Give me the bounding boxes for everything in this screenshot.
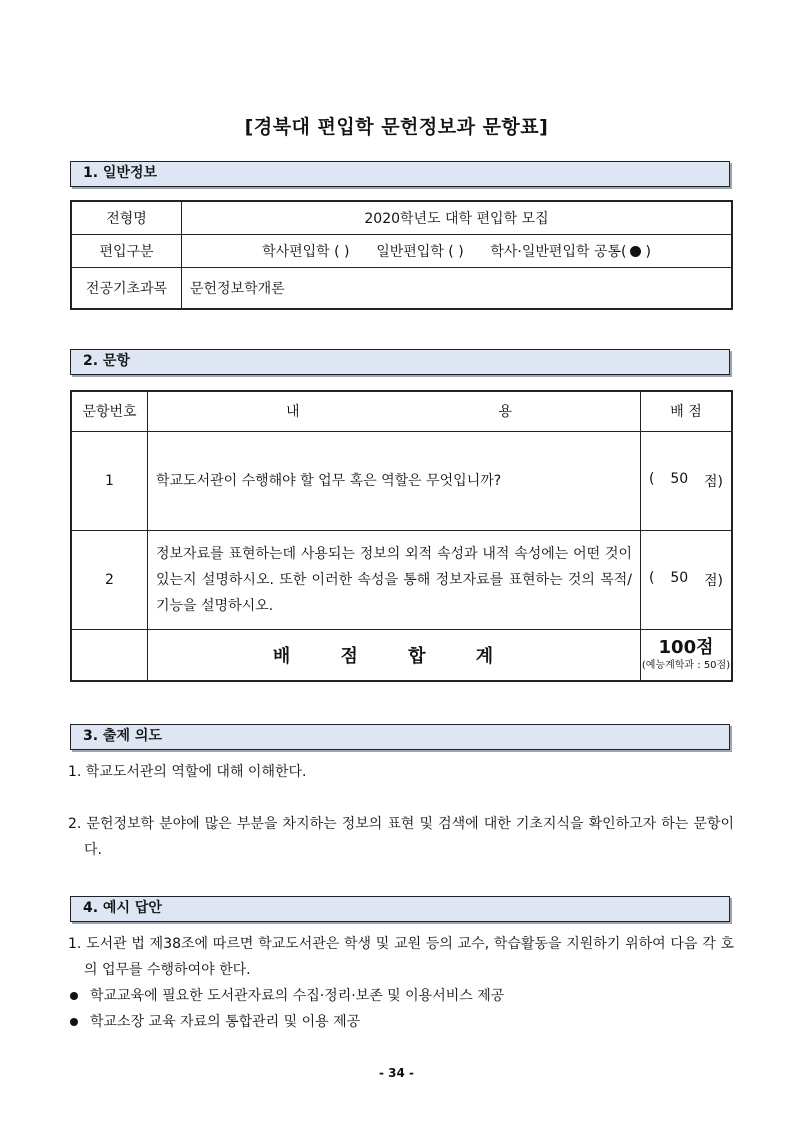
- total-empty-cell: [71, 629, 148, 681]
- table-row: [71, 391, 732, 431]
- intent-item: 1. 학교도서관의 역할에 대해 이해한다.: [68, 764, 307, 780]
- question-no: 2: [71, 530, 148, 629]
- transfer-type-options: [182, 235, 733, 268]
- total-label: 배 점 합 계: [148, 629, 641, 681]
- question-text: 정보자료를 표현하는데 사용되는 정보의 외적 속성과 내적 속성에는 어떤 것이 있는지 설명하시오. 또한 이러한 속성을 통해 정보자료를 표현하는 것의 목적/기능을 설명하시오.: [148, 530, 641, 629]
- total-score-cell: [641, 629, 733, 681]
- section-header-answer: 4. 예시 답안: [70, 896, 730, 922]
- header-content: 내 용: [148, 391, 641, 431]
- filled-circle-icon: [630, 246, 641, 257]
- admission-type-label: 전형명: [71, 201, 182, 235]
- total-note: (예능계학과 : 50점): [641, 659, 731, 671]
- table-row: [71, 235, 732, 268]
- question-no: 1: [71, 431, 148, 530]
- total-score: 100점: [658, 636, 714, 658]
- table-row: [71, 629, 732, 681]
- intent-list: [68, 759, 734, 863]
- table-row: [71, 268, 732, 310]
- header-score: 배 점: [641, 391, 733, 431]
- question-text: 학교도서관이 수행해야 할 업무 혹은 역할은 무엇입니까?: [148, 431, 641, 530]
- page-title: [경북대 편입학 문헌정보과 문항표]: [244, 116, 549, 138]
- section-header-general: 1. 일반정보: [70, 161, 730, 187]
- header-question-no: 문항번호: [71, 391, 148, 431]
- bullet-icon: [70, 1018, 78, 1026]
- table-row: [71, 431, 732, 530]
- answer-block: [68, 931, 734, 1035]
- general-info-table: [70, 200, 733, 310]
- transfer-type-label: 편입구분: [71, 235, 182, 268]
- table-row: [71, 201, 732, 235]
- answer-paragraph: 1. 도서관 법 제38조에 따르면 학교도서관은 학생 및 교원 등의 교수, 학습활동을 지원하기 위하여 다음 각 호의 업무를 수행하여야 한다.: [68, 936, 734, 978]
- option-general: 일반편입학 ( ): [376, 244, 464, 260]
- section-header-intent: 3. 출제 의도: [70, 724, 730, 750]
- admission-type-value: 2020학년도 대학 편입학 모집: [182, 201, 733, 235]
- section-header-questions: 2. 문항: [70, 349, 730, 375]
- major-subject-value: 문헌정보학개론: [182, 268, 733, 310]
- option-common: 학사·일반편입학 공통( ): [490, 244, 651, 260]
- major-subject-label: 전공기초과목: [71, 268, 182, 310]
- page-number: - 34 -: [378, 1066, 414, 1080]
- question-score: ( 50 점): [641, 431, 733, 530]
- table-row: [71, 530, 732, 629]
- option-bachelor: 학사편입학 ( ): [262, 244, 350, 260]
- questions-table: [70, 390, 733, 682]
- bullet-icon: [70, 992, 78, 1000]
- question-score: ( 50 점): [641, 530, 733, 629]
- intent-item: 2. 문헌정보학 분야에 많은 부분을 차지하는 정보의 표현 및 검색에 대한 기초지식을 확인하고자 하는 문항이다.: [68, 816, 734, 858]
- answer-bullet: 학교교육에 필요한 도서관자료의 수집·정리·보존 및 이용서비스 제공: [68, 983, 734, 1009]
- answer-bullet: 학교소장 교육 자료의 통합관리 및 이용 제공: [68, 1009, 734, 1035]
